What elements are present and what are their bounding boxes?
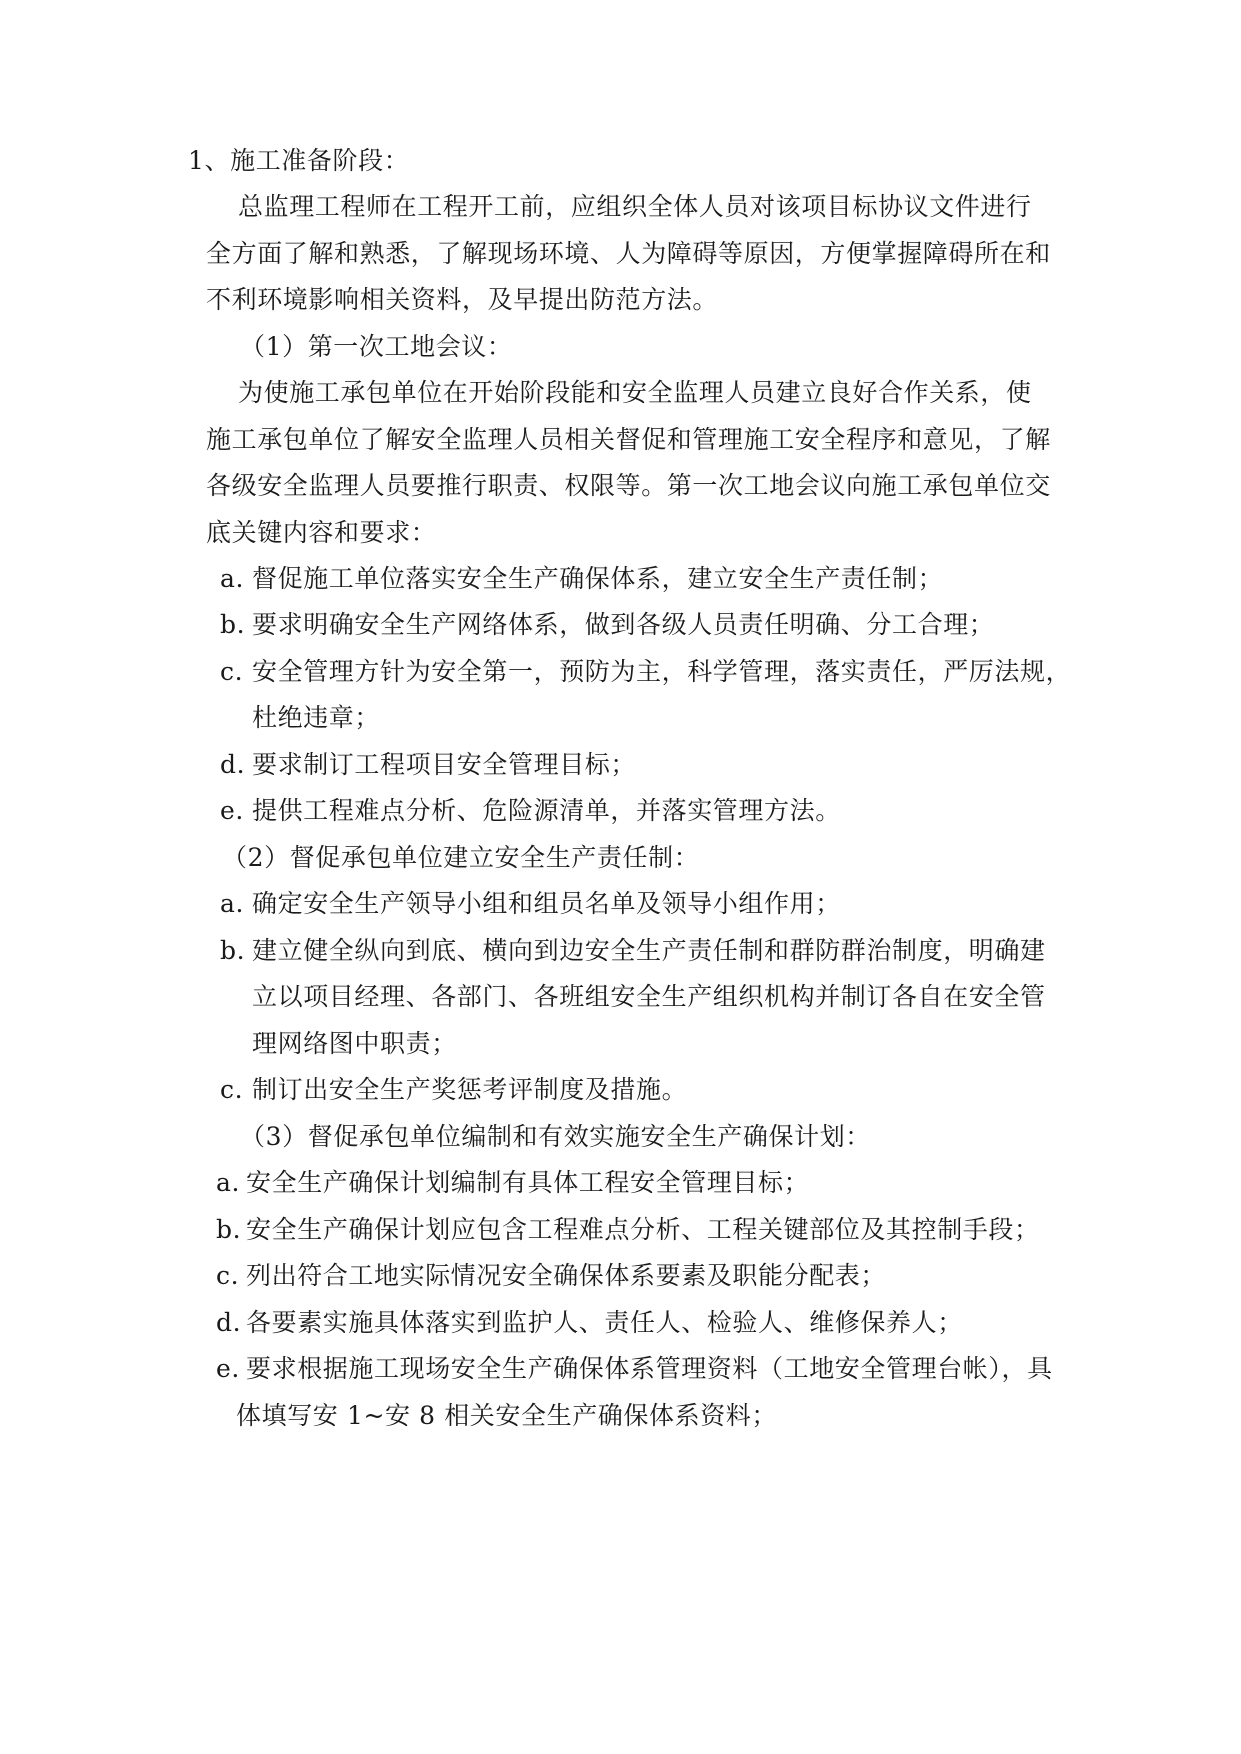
list-item-text-continued: 立以项目经理、各部门、各班组安全生产组织机构并制订各自在安全管 [252,982,1046,1011]
part1-paragraph-line-1: 为使施工承包单位在开始阶段能和安全监理人员建立良好合作关系，使 [238,378,1032,407]
list-item-marker: a. [216,1168,241,1197]
list-item-text: 要求明确安全生产网络体系，做到各级人员责任明确、分工合理； [252,610,995,639]
list-item-marker: d. [216,1308,242,1337]
list-item-marker: a. [220,889,245,918]
list-item-text: 安全管理方针为安全第一，预防为主，科学管理，落实责任，严厉法规， [252,657,1072,686]
intro-line-1: 总监理工程师在工程开工前，应组织全体人员对该项目标协议文件进行 [238,192,1032,221]
list-item-marker: c. [220,657,244,686]
list-item-text: 督促施工单位落实安全生产确保体系，建立安全生产责任制； [252,564,944,593]
section-title: 1、施工准备阶段： [188,146,410,175]
list-item-marker: b. [216,1215,242,1244]
part1-paragraph-line-4: 底关键内容和要求： [206,518,437,547]
list-item-text: 确定安全生产领导小组和组员名单及领导小组作用； [252,889,841,918]
list-item-text: 列出符合工地实际情况安全确保体系要素及职能分配表； [246,1261,887,1290]
list-item-text: 各要素实施具体落实到监护人、责任人、检验人、维修保养人； [246,1308,963,1337]
list-item-text: 要求根据施工现场安全生产确保体系管理资料（工地安全管理台帐），具 [246,1354,1053,1383]
part1-heading: （1）第一次工地会议： [240,332,513,361]
intro-line-2: 全方面了解和熟悉，了解现场环境、人为障碍等原因，方便掌握障碍所在和 [206,239,1051,268]
list-item-text: 安全生产确保计划编制有具体工程安全管理目标； [246,1168,810,1197]
list-item-text: 建立健全纵向到底、横向到边安全生产责任制和群防群治制度，明确建 [252,936,1046,965]
list-item-marker: c. [220,1075,244,1104]
list-item-text: 提供工程难点分析、危险源清单，并落实管理方法。 [252,796,841,825]
part1-paragraph-line-2: 施工承包单位了解安全监理人员相关督促和管理施工安全程序和意见，了解 [206,425,1051,454]
list-item-marker: b. [220,936,246,965]
list-item-text: 安全生产确保计划应包含工程难点分析、工程关键部位及其控制手段； [246,1215,1040,1244]
part3-heading: （3）督促承包单位编制和有效实施安全生产确保计划： [240,1122,871,1151]
part1-paragraph-line-3: 各级安全监理人员要推行职责、权限等。第一次工地会议向施工承包单位交 [206,471,1051,500]
list-item-marker: b. [220,610,246,639]
list-item-text-continued: 体填写安 1~安 8 相关安全生产确保体系资料； [236,1401,778,1430]
list-item-text: 要求制订工程项目安全管理目标； [252,750,637,779]
list-item-text: 制订出安全生产奖惩考评制度及措施。 [252,1075,688,1104]
list-item-marker: c. [216,1261,240,1290]
list-item-marker: d. [220,750,246,779]
list-item-marker: e. [220,796,244,825]
list-item-marker: e. [216,1354,240,1383]
list-item-text-continued: 杜绝违章； [252,703,381,732]
list-item-marker: a. [220,564,245,593]
list-item-text-continued: 理网络图中职责； [252,1029,457,1058]
intro-line-3: 不利环境影响相关资料，及早提出防范方法。 [206,285,719,314]
part2-heading: （2）督促承包单位建立安全生产责任制： [222,843,700,872]
